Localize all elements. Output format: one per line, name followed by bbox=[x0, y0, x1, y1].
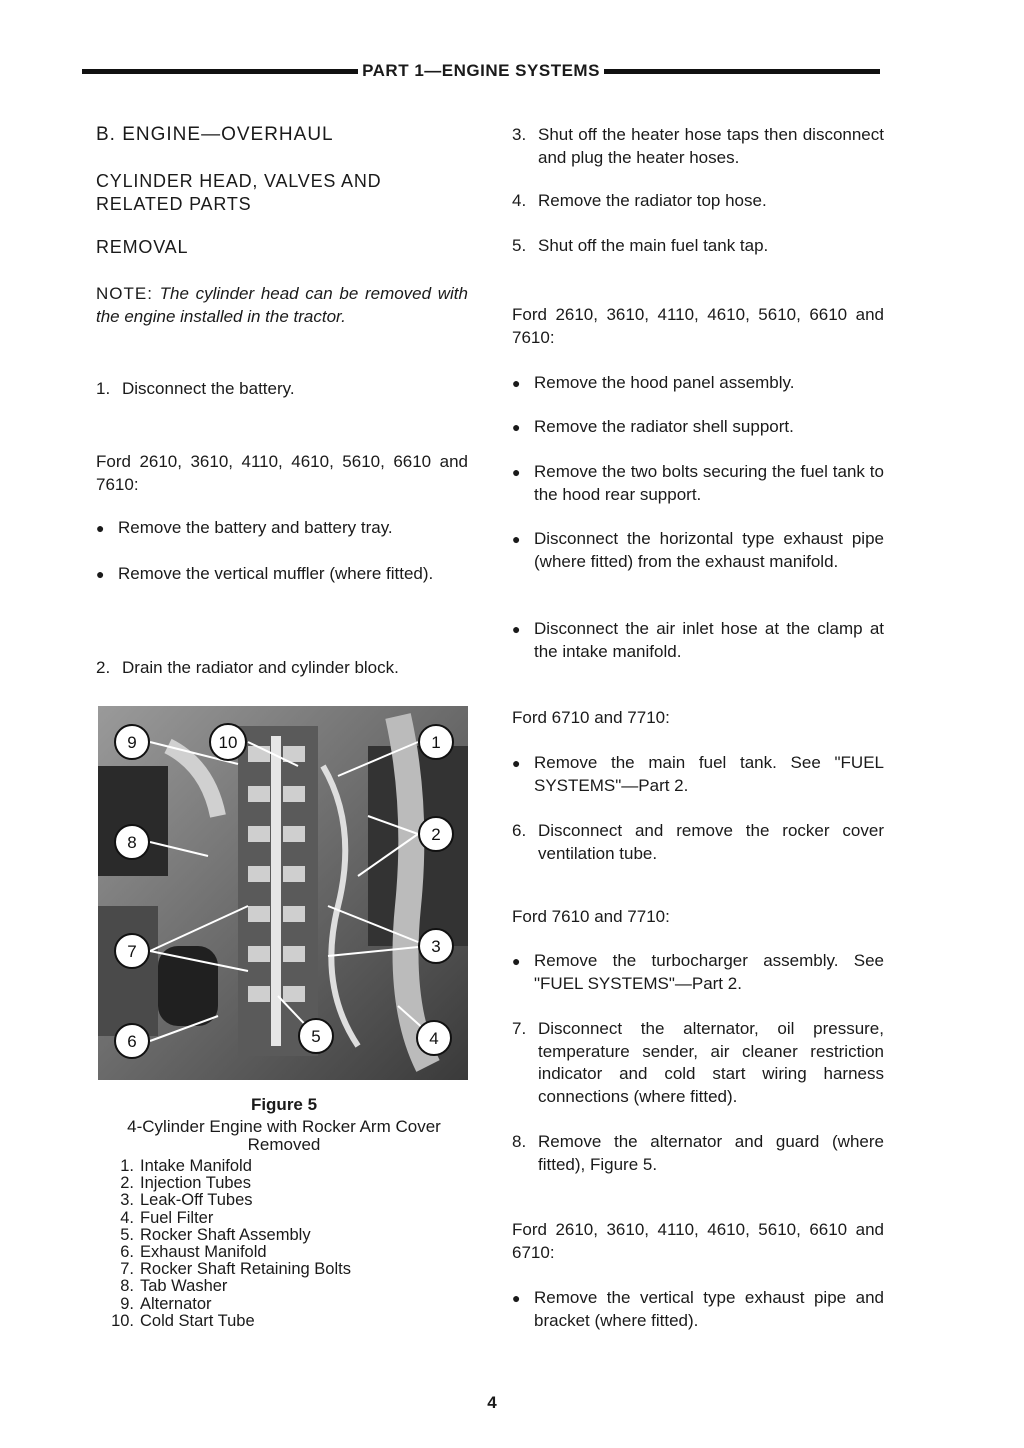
bullet-a1 bbox=[96, 517, 468, 540]
bullet-b5 bbox=[512, 618, 884, 663]
bullet-text: Remove the turbocharger assembly. See "FUEL SYSTEMS"—Part 2. bbox=[534, 951, 884, 993]
section-title: B. ENGINE—OVERHAUL bbox=[96, 124, 334, 145]
legend-item bbox=[106, 1313, 351, 1330]
legend-number: 2. bbox=[120, 1174, 134, 1193]
bullet-icon: ● bbox=[512, 464, 521, 480]
step-7 bbox=[512, 1018, 884, 1108]
note bbox=[96, 283, 468, 328]
svg-text:4: 4 bbox=[429, 1029, 439, 1048]
callout-10 bbox=[210, 724, 246, 760]
legend-number: 4. bbox=[120, 1208, 134, 1227]
legend-number: 6. bbox=[120, 1243, 134, 1262]
legend-item bbox=[106, 1210, 351, 1227]
step-number: 8. bbox=[512, 1132, 527, 1151]
callout-2 bbox=[419, 817, 453, 851]
legend-number: 8. bbox=[120, 1277, 134, 1296]
legend-item bbox=[106, 1192, 351, 1209]
bullet-d1 bbox=[512, 950, 884, 995]
svg-text:6: 6 bbox=[127, 1032, 137, 1051]
callout-5 bbox=[299, 1019, 333, 1053]
bullet-text: Remove the battery and battery tray. bbox=[118, 518, 393, 537]
legend-text: Fuel Filter bbox=[140, 1208, 214, 1227]
bullet-text: Disconnect the air inlet hose at the clamp at the intake manifold. bbox=[534, 619, 884, 661]
bullet-text: Disconnect the horizontal type exhaust pipe (where fitted) from the exhaust manifold. bbox=[534, 529, 884, 571]
callout-7 bbox=[115, 934, 149, 968]
step-number: 2. bbox=[96, 658, 111, 677]
step-3 bbox=[512, 124, 884, 169]
legend-item bbox=[106, 1158, 351, 1175]
legend-text: Alternator bbox=[140, 1294, 212, 1313]
step-text: Shut off the heater hose taps then disconnect and plug the heater hoses. bbox=[538, 125, 884, 167]
step-number: 7. bbox=[512, 1019, 527, 1038]
legend-text: Tab Washer bbox=[140, 1277, 228, 1296]
step-number: 6. bbox=[512, 821, 527, 840]
subtitle-line2: RELATED PARTS bbox=[96, 194, 252, 214]
bullet-b4 bbox=[512, 528, 884, 573]
callout-9 bbox=[115, 725, 149, 759]
bullet-icon: ● bbox=[512, 419, 521, 435]
callout-1 bbox=[419, 725, 453, 759]
step-text: Drain the radiator and cylinder block. bbox=[122, 658, 399, 677]
legend-item bbox=[106, 1278, 351, 1295]
figure-title: Figure 5 bbox=[250, 1095, 318, 1114]
legend-item bbox=[106, 1261, 351, 1278]
bullet-a2 bbox=[96, 563, 468, 586]
bullet-e1 bbox=[512, 1287, 884, 1332]
step-text: Remove the alternator and guard (where fitted), Figure 5. bbox=[538, 1132, 884, 1174]
bullet-text: Remove the radiator shell support. bbox=[534, 417, 794, 436]
legend-text: Exhaust Manifold bbox=[140, 1243, 267, 1262]
step-5 bbox=[512, 235, 884, 258]
legend-text: Rocker Shaft Retaining Bolts bbox=[140, 1260, 351, 1279]
models-e: Ford 2610, 3610, 4110, 4610, 5610, 6610 and 6710: bbox=[512, 1220, 884, 1262]
svg-text:8: 8 bbox=[127, 833, 137, 852]
bullet-text: Remove the hood panel assembly. bbox=[534, 373, 795, 392]
svg-text:10: 10 bbox=[218, 733, 238, 752]
models-b: Ford 2610, 3610, 4110, 4610, 5610, 6610 and 7610: bbox=[512, 305, 884, 347]
svg-text:1: 1 bbox=[431, 733, 441, 752]
step-4 bbox=[512, 190, 884, 213]
models-d: Ford 7610 and 7710: bbox=[512, 907, 670, 926]
legend-number: 10. bbox=[111, 1311, 134, 1330]
legend-number: 3. bbox=[120, 1191, 134, 1210]
step-8 bbox=[512, 1131, 884, 1176]
bullet-icon: ● bbox=[96, 566, 105, 582]
svg-text:7: 7 bbox=[127, 942, 137, 961]
bullet-b1 bbox=[512, 372, 884, 395]
bullet-icon: ● bbox=[512, 1290, 521, 1306]
legend-text: Cold Start Tube bbox=[140, 1311, 255, 1330]
bullet-icon: ● bbox=[512, 531, 521, 547]
note-text: The cylinder head can be removed with the engine installed in the tractor. bbox=[96, 284, 468, 326]
bullet-c1 bbox=[512, 752, 884, 797]
callout-6 bbox=[115, 1024, 149, 1058]
legend-number: 7. bbox=[120, 1260, 134, 1279]
bullet-text: Remove the vertical type exhaust pipe and bracket (where fitted). bbox=[534, 1288, 884, 1330]
legend-item bbox=[106, 1296, 351, 1313]
figure-caption bbox=[96, 1118, 472, 1154]
svg-text:9: 9 bbox=[127, 733, 137, 752]
legend-text: Rocker Shaft Assembly bbox=[140, 1225, 311, 1244]
page-header bbox=[82, 56, 880, 86]
step-1 bbox=[96, 378, 468, 401]
page-number: 4 bbox=[487, 1393, 497, 1412]
step-2 bbox=[96, 657, 468, 680]
header-rule-left bbox=[82, 69, 358, 74]
bullet-b3 bbox=[512, 461, 884, 506]
engine-photo-svg bbox=[98, 706, 468, 1080]
bullet-icon: ● bbox=[512, 953, 521, 969]
models-a: Ford 2610, 3610, 4110, 4610, 5610, 6610 and 7610: bbox=[96, 452, 468, 494]
step-number: 4. bbox=[512, 191, 527, 210]
step-number: 5. bbox=[512, 236, 527, 255]
bullet-text: Remove the vertical muffler (where fitted). bbox=[118, 564, 434, 583]
figure-legend bbox=[106, 1158, 351, 1330]
figure-caption-line1: 4-Cylinder Engine with Rocker Arm Cover bbox=[127, 1117, 441, 1136]
svg-text:2: 2 bbox=[431, 825, 441, 844]
callout-4 bbox=[417, 1021, 451, 1055]
legend-text: Intake Manifold bbox=[140, 1157, 252, 1175]
step-6 bbox=[512, 820, 884, 865]
legend-text: Leak-Off Tubes bbox=[140, 1191, 253, 1210]
bullet-icon: ● bbox=[512, 755, 521, 771]
step-number: 3. bbox=[512, 125, 527, 144]
subtitle-line1: CYLINDER HEAD, VALVES AND bbox=[96, 171, 382, 191]
figure-caption-line2: Removed bbox=[247, 1135, 321, 1154]
bullet-icon: ● bbox=[96, 520, 105, 536]
legend-text: Injection Tubes bbox=[140, 1174, 251, 1193]
models-c: Ford 6710 and 7710: bbox=[512, 708, 670, 727]
svg-text:3: 3 bbox=[431, 937, 441, 956]
legend-item bbox=[106, 1244, 351, 1261]
removal-heading: REMOVAL bbox=[96, 237, 189, 257]
step-text: Disconnect the battery. bbox=[122, 379, 295, 398]
bullet-icon: ● bbox=[512, 621, 521, 637]
bullet-b2 bbox=[512, 416, 884, 439]
bullet-icon: ● bbox=[512, 375, 521, 391]
step-text: Disconnect the alternator, oil pressure, temperature sender, air cleaner restriction indicator and cold start wiring harness connections (where fitted). bbox=[538, 1019, 884, 1106]
step-text: Remove the radiator top hose. bbox=[538, 191, 767, 210]
engine-photo bbox=[98, 706, 468, 1080]
header-rule-right bbox=[604, 69, 880, 74]
svg-text:5: 5 bbox=[311, 1027, 321, 1046]
legend-number: 5. bbox=[120, 1225, 134, 1244]
legend-number: 9. bbox=[120, 1294, 134, 1313]
step-text: Disconnect and remove the rocker cover ventilation tube. bbox=[538, 821, 884, 863]
header-title: PART 1—ENGINE SYSTEMS bbox=[362, 61, 600, 80]
step-number: 1. bbox=[96, 379, 111, 398]
step-text: Shut off the main fuel tank tap. bbox=[538, 236, 769, 255]
note-label: NOTE: bbox=[96, 284, 153, 303]
callout-3 bbox=[419, 929, 453, 963]
legend-number: 1. bbox=[120, 1157, 134, 1175]
callout-8 bbox=[115, 825, 149, 859]
legend-item bbox=[106, 1227, 351, 1244]
legend-item bbox=[106, 1175, 351, 1192]
bullet-text: Remove the two bolts securing the fuel tank to the hood rear support. bbox=[534, 462, 884, 504]
bullet-text: Remove the main fuel tank. See "FUEL SYSTEMS"—Part 2. bbox=[534, 753, 884, 795]
